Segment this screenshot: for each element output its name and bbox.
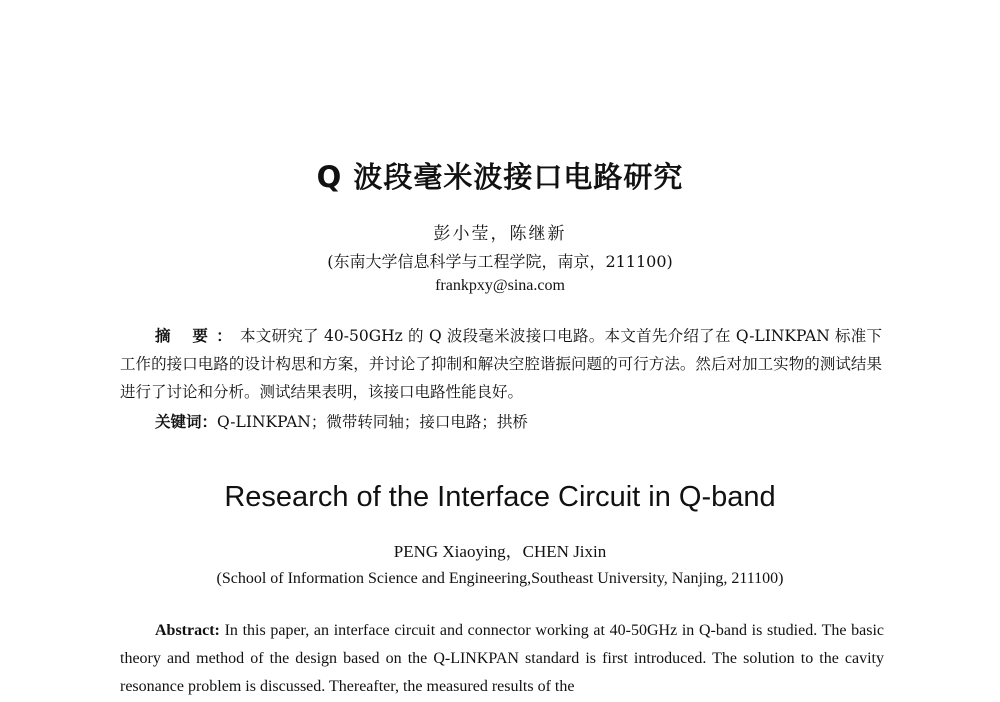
chinese-abstract-text: 本文研究了 40-50GHz 的 Q 波段毫米波接口电路。本文首先介绍了在 Q-LINKPAN 标准下工作的接口电路的设计构思和方案，并讨论了抑制和解决空腔谐振问题的可行方法。然后对加工实物的测试结果进行了讨论和分析。测试结果表明，该接口电路性能良好。 [120, 327, 882, 401]
chinese-abstract-label: 摘 要： [155, 327, 240, 345]
chinese-keywords [155, 411, 528, 433]
english-abstract-label: Abstract: [155, 622, 220, 639]
chinese-abstract [120, 322, 882, 406]
english-abstract [120, 617, 884, 701]
english-title: Research of the Interface Circuit in Q-band [224, 481, 776, 513]
english-authors: PENG Xiaoying，CHEN Jixin [393, 542, 607, 561]
chinese-title: Q 波段毫米波接口电路研究 [316, 160, 684, 194]
chinese-authors: 彭小莹，陈继新 [433, 224, 567, 244]
chinese-keywords-text: Q-LINKPAN；微带转同轴；接口电路；拱桥 [217, 413, 528, 431]
chinese-keywords-label: 关键词： [155, 413, 218, 431]
chinese-affiliation: (东南大学信息科学与工程学院，南京，211100) [327, 252, 673, 271]
english-abstract-text: In this paper, an interface circuit and connector working at 40-50GHz in Q-band is studied. The basic theory and method of the design based on the Q-LINKPAN standard is first introduced. The solution to the cavity resonance problem is discussed. Thereafter, the measured results of the [120, 622, 885, 695]
english-affiliation: (School of Information Science and Engineering,Southeast University, Nanjing, 211100) [216, 570, 784, 587]
author-email: frankpxy@sina.com [435, 277, 565, 294]
